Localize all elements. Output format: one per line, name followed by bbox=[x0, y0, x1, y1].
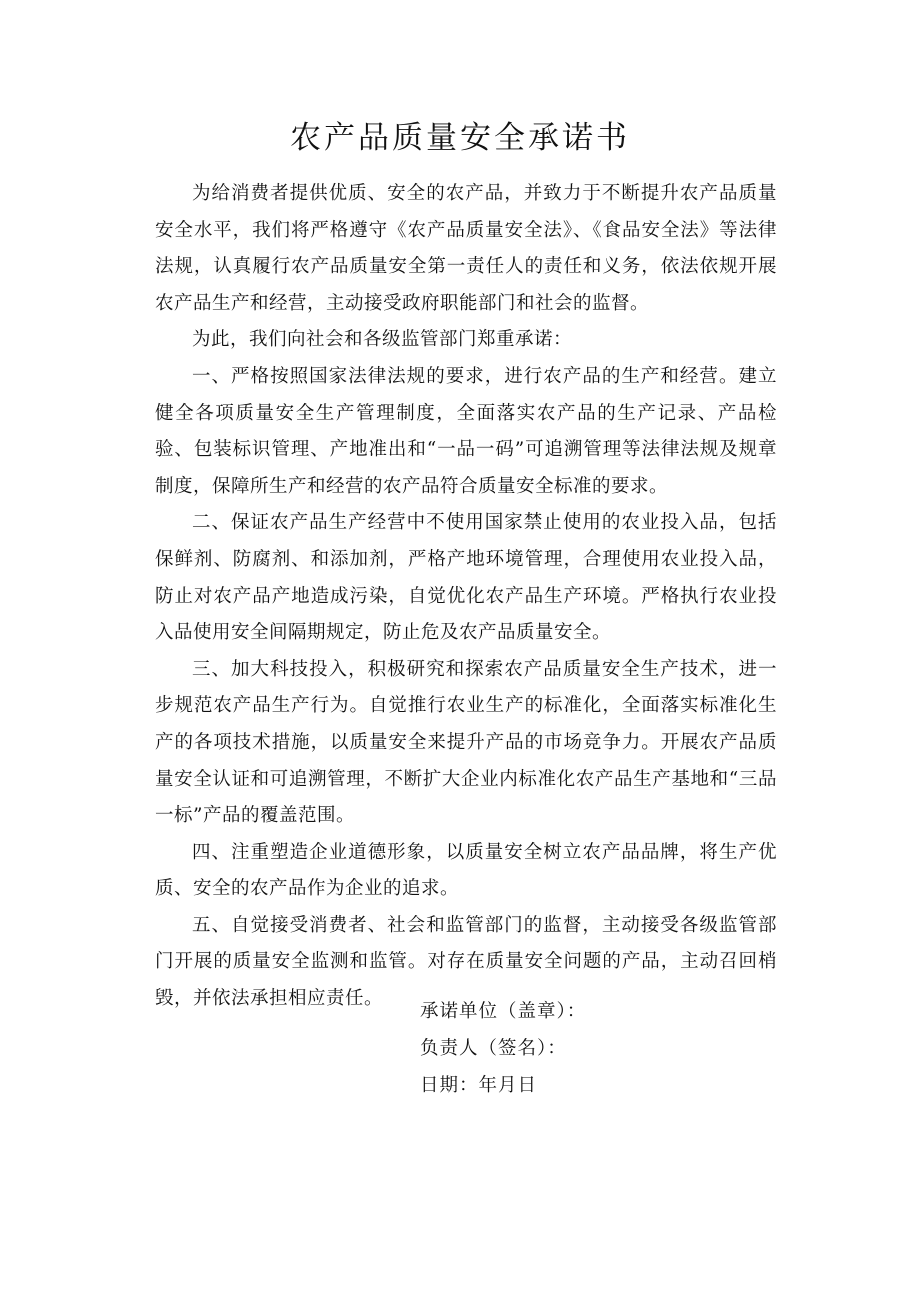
commitment-item-5: 五、自觉接受消费者、社会和监管部门的监督，主动接受各级监管部门开展的质量安全监测和监管。对存在质量安全问题的产品，主动召回梢毁，并依法承担相应责任。 bbox=[155, 914, 777, 1010]
document-title: 农产品质量安全承诺书 bbox=[290, 120, 630, 156]
signature-block bbox=[420, 993, 780, 1104]
signature-unit-label: 承诺单位（盖章）： bbox=[420, 1001, 587, 1022]
commitment-item-3: 三、加大科技投入，积极研究和探索农产品质量安全生产技术，进一步规范农产品生产行为。自觉推行农业生产的标准化，全面落实标准化生产的各项技术措施，以质量安全来提升产品的市场竞争力。开展农产品质量安全认证和可追溯管理，不断扩大企业内标准化农产品生产基地和“三品一标”产品的覆盖范围。 bbox=[155, 658, 777, 827]
signature-date-label: 日期：年月日 bbox=[420, 1075, 538, 1096]
signature-person-label: 负责人（签名）： bbox=[420, 1038, 567, 1059]
document-body bbox=[155, 176, 777, 1018]
commitment-lead-paragraph: 为此，我们向社会和各级监管部门郑重承诺： bbox=[192, 329, 573, 351]
commitment-item-4: 四、注重塑造企业道德形象，以质量安全树立农产品品牌，将生产优质、安全的农产品作为企业的追求。 bbox=[155, 841, 777, 900]
commitment-item-1: 一、严格按照国家法律法规的要求，进行农产品的生产和经营。建立健全各项质量安全生产管理制度，全面落实农产品的生产记录、产品检验、包装标识管理、产地准出和“一品一码”可追溯管理等法律法规及规章制度，保障所生产和经营的农产品符合质量安全标准的要求。 bbox=[155, 365, 777, 497]
intro-paragraph: 为给消费者提供优质、安全的农产品，并致力于不断提升农产品质量安全水平，我们将严格遵守《农产品质量安全法》、《食品安全法》等法律法规，认真履行农产品质量安全第一责任人的责任和义务，依法依规开展农产品生产和经营，主动接受政府职能部门和社会的监督。 bbox=[155, 183, 777, 314]
commitment-item-2: 二、保证农产品生产经营中不使用国家禁止使用的农业投入品，包括保鲜剂、防腐剂、和添加剂，严格产地环境管理，合理使用农业投入品，防止对农产品产地造成污染，自觉优化农产品生产环境。严格执行农业投入品使用安全间隔期规定，防止危及农产品质量安全。 bbox=[155, 512, 777, 644]
